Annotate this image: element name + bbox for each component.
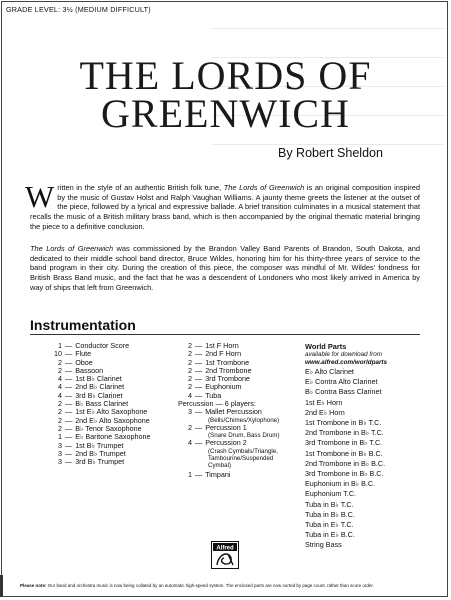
list-item: 2 — Euphonium <box>188 382 242 392</box>
list-item: 1 — E♭ Baritone Saxophone <box>58 432 151 442</box>
list-item: 3 — 1st B♭ Trumpet <box>58 440 124 450</box>
list-item: Euphonium in B♭ B.C. <box>305 479 376 489</box>
list-item-detail: (Bells/Chimes/Xylophone) <box>208 416 280 424</box>
list-item: 2 — 1st Trombone <box>188 357 250 367</box>
world-parts-subtitle: available for download from <box>305 351 383 358</box>
list-item: 3 — Mallet Percussion <box>188 407 262 417</box>
list-item-detail: Tambourine/Suspended <box>208 454 274 462</box>
instrumentation-heading: Instrumentation <box>30 317 136 333</box>
list-item: 2 — 1st E♭ Alto Saxophone <box>58 407 148 417</box>
world-parts-title: World Parts <box>305 342 347 351</box>
list-item: 4 — Tuba <box>188 390 222 400</box>
list-item: Tuba in E♭ B.C. <box>305 530 355 540</box>
list-item: 3rd Trombone in B♭ B.C. <box>305 468 384 478</box>
list-item: 2 — 3rd Trombone <box>188 374 250 384</box>
drop-cap: W <box>25 179 55 214</box>
composer-byline: By Robert Sheldon <box>278 146 383 160</box>
title-line-2: GREENWICH <box>101 91 350 136</box>
intro-paragraph-1: Written in the style of an authentic British folk tune, The Lords of Greenwich is an original composition inspired by the music of Gustav Holst and Ralph Vaughan Williams. A jaunty theme greets the listener at the outset of the piece, followed by a lyrical and expressive ballade. A brief transition culminates in a musical statement that recalls the music of a British military brass band, which is then accompanied by the original thematic material bringing the piece to a definitive conclusion. <box>25 179 420 231</box>
list-item: 2 — 2nd Trombone <box>188 365 252 375</box>
percussion-heading: Percussion — 6 players: <box>178 399 256 409</box>
list-item: 2 — 2nd E♭ Alto Saxophone <box>58 415 150 425</box>
list-item: 3 — 3rd B♭ Trumpet <box>58 457 125 467</box>
list-item-detail: (Snare Drum, Bass Drum) <box>208 432 280 440</box>
heading-rule <box>30 334 420 335</box>
list-item: 4 — 1st B♭ Clarinet <box>58 374 122 384</box>
list-item: 1 — Timpani <box>188 470 231 480</box>
alfred-logo <box>211 541 239 569</box>
list-item: Tuba in B♭ B.C. <box>305 509 355 519</box>
list-item: 4 — 2nd B♭ Clarinet <box>58 382 125 392</box>
list-item: 1st Trombone in B♭ T.C. <box>305 417 382 427</box>
list-item: Tuba in B♭ T.C. <box>305 499 354 509</box>
list-item: B♭ Contra Bass Clarinet <box>305 387 382 397</box>
list-item: 1st E♭ Horn <box>305 397 343 407</box>
grade-level: GRADE LEVEL: 3½ (MEDIUM DIFFICULT) <box>6 5 151 14</box>
title-line-1: THE LORDS OF <box>79 53 372 98</box>
list-item: 1st Trombone in B♭ B.C. <box>305 448 383 458</box>
list-item: E♭ Contra Alto Clarinet <box>305 377 378 387</box>
list-item: E♭ Alto Clarinet <box>305 366 354 376</box>
instrument-column-1 <box>46 342 151 466</box>
list-item: 2 — 2nd F Horn <box>188 349 242 359</box>
list-item: 2 — Bassoon <box>58 365 104 375</box>
list-item-detail: Cymbal) <box>208 462 232 470</box>
list-item: 1 — Conductor Score <box>58 341 130 350</box>
list-item: 2nd Trombone in B♭ T.C. <box>305 428 384 438</box>
list-item: 2nd Trombone in B♭ B.C. <box>305 458 386 468</box>
list-item: 3 — 2nd B♭ Trumpet <box>58 448 126 458</box>
instrument-column-2 <box>176 342 280 480</box>
list-item: 2 — B♭ Tenor Saxophone <box>58 423 142 433</box>
list-item: 2 — 1st F Horn <box>188 341 239 350</box>
world-parts-url: www.alfred.com/worldparts <box>305 358 387 366</box>
list-item: Tuba in E♭ T.C. <box>305 519 354 529</box>
list-item: 10 — Flute <box>54 349 92 359</box>
list-item-detail: (Crash Cymbals/Triangle, <box>208 447 278 455</box>
list-item: 4 — 3rd B♭ Clarinet <box>58 390 123 400</box>
list-item: 2 — Percussion 1 <box>188 422 247 432</box>
page-edge-mark <box>0 575 3 597</box>
list-item: 2 — B♭ Bass Clarinet <box>58 399 129 409</box>
list-item: Euphonium T.C. <box>305 489 357 499</box>
collation-note: Please note: Our band and orchestra music is now being collated by an automatic high-speed system. The enclosed parts are now sorted by page count, rather than score order. <box>20 583 374 588</box>
list-item: String Bass <box>305 540 342 550</box>
list-item: 4 — Percussion 2 <box>188 438 247 448</box>
world-parts-column <box>305 342 387 551</box>
intro-paragraph-2: The Lords of Greenwich was commissioned by the Brandon Valley Band Parents of Brandon, South Dakota, and dedicated to their middle school band director, Bruce Wildes, honoring him for his thirty-three years of service to the band program in their city. During the creation of this piece, the composer was mindful of Mr. Wildes' fondness for British Brass Band music, and the fact that he was a descendent of Londoners who most likely arrived in America by way of ships that left from Greenwich. <box>30 244 421 292</box>
logo-wordmark: Alfred <box>216 545 234 552</box>
list-item: 3rd Trombone in B♭ T.C. <box>305 438 383 448</box>
list-item: 2nd E♭ Horn <box>305 407 345 417</box>
list-item: 2 — Oboe <box>58 357 93 367</box>
